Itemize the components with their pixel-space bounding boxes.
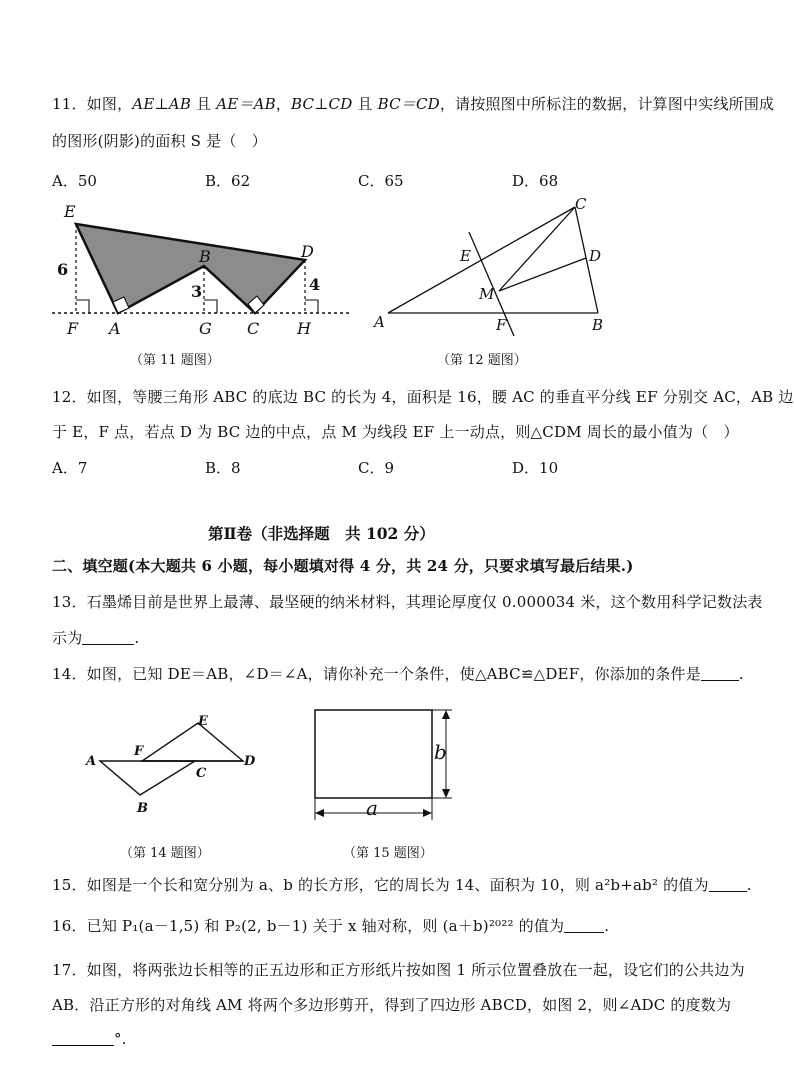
fig15-label-b: b xyxy=(434,740,447,764)
fig11-length-6: 6 xyxy=(57,260,69,279)
q11-separator: ， xyxy=(275,95,292,113)
fig14-label-f: F xyxy=(134,744,144,759)
fig15-label-a: a xyxy=(366,796,378,820)
q11-relation-bc-cd-perp: BC⊥CD xyxy=(291,95,353,113)
fig15-rectangle xyxy=(315,710,432,798)
q17-line3-end: °. xyxy=(114,1030,127,1048)
section-2-title: 第Ⅱ卷（非选择题 共 102 分） xyxy=(208,524,435,543)
q15-end: . xyxy=(746,876,752,894)
q12-line2: 于 E，F 点，若点 D 为 BC 边的中点，点 M 为线段 EF 上一动点，则△CDM 周长的最小值为（ ） xyxy=(52,423,739,441)
fig11-label-g: G xyxy=(199,319,212,338)
q11-option-a[interactable]: A．50 xyxy=(52,172,97,190)
fig11-length-3: 3 xyxy=(191,282,203,301)
q16-answer-blank[interactable] xyxy=(564,918,604,933)
q11-relation-ae-eq-ab: AE＝AB xyxy=(216,95,276,113)
q13-line2-text: 示为 xyxy=(52,629,83,647)
fig14-caption: （第 14 题图） xyxy=(120,846,210,861)
q17-line3 xyxy=(52,1030,127,1048)
q14-end: . xyxy=(738,665,744,683)
section-2-heading: 二、填空题(本大题共 6 小题，每小题填对得 4 分，共 24 分，只要求填写最后结果.) xyxy=(52,557,634,575)
q14-text: 14．如图，已知 DE＝AB，∠D＝∠A，请你补充一个条件，使△ABC≌△DEF，你添加的条件是 xyxy=(52,665,701,683)
q13-line1: 13．石墨烯目前是世界上最薄、最坚硬的纳米材料，其理论厚度仅 0.000034 米，这个数用科学记数法表 xyxy=(52,593,763,611)
q11-line2: 的图形(阴影)的面积 S 是（ ） xyxy=(52,132,267,150)
fig14-label-e: E xyxy=(198,714,208,729)
q12-option-d[interactable]: D．10 xyxy=(512,459,559,477)
fig12-label-c: C xyxy=(575,195,587,213)
fig15-caption: （第 15 题图） xyxy=(343,846,433,861)
q16-line xyxy=(52,915,609,936)
fig11-label-h: H xyxy=(297,319,311,338)
fig11-label-e: E xyxy=(64,202,76,221)
fig15-arrow-b-up xyxy=(442,710,450,719)
fig15-arrow-a-left xyxy=(315,809,324,817)
q11-option-d[interactable]: D．68 xyxy=(512,172,559,190)
q15-line xyxy=(52,874,752,895)
fig11-label-f: F xyxy=(67,319,79,338)
fig12-caption: （第 12 题图） xyxy=(437,353,527,368)
fig11-label-d: D xyxy=(301,242,314,261)
q12-option-b[interactable]: B．8 xyxy=(205,459,241,477)
q12-option-a[interactable]: A．7 xyxy=(52,459,88,477)
q13-line2-end: . xyxy=(134,629,140,647)
fig14-label-a: A xyxy=(86,754,97,769)
q11-relation-ae-ab-perp: AE⊥AB xyxy=(132,95,192,113)
q15-text: 15．如图是一个长和宽分别为 a、b 的长方形，它的周长为 14、面积为 10，则 a²b+ab² 的值为 xyxy=(52,876,709,894)
q12-option-c[interactable]: C．9 xyxy=(358,459,395,477)
fig14-label-d: D xyxy=(244,754,256,769)
fig14-label-c: C xyxy=(196,766,207,781)
fig12-label-b: B xyxy=(592,316,604,334)
fig12-label-a: A xyxy=(374,313,385,331)
fig14-label-b: B xyxy=(137,801,148,816)
fig12-label-e: E xyxy=(460,247,471,265)
q12-line1: 12．如图，等腰三角形 ABC 的底边 BC 的长为 4，面积是 16，腰 AC 的垂直平分线 EF 分别交 AC，AB 边 xyxy=(52,388,794,406)
q11-and-1: 且 xyxy=(191,95,217,113)
fig15-arrow-b-down xyxy=(442,789,450,798)
q16-end: . xyxy=(604,917,610,935)
fig11-label-c: C xyxy=(247,319,260,338)
fig12-label-f: F xyxy=(496,316,507,334)
q17-answer-blank[interactable] xyxy=(52,1031,114,1046)
fig11-length-4: 4 xyxy=(309,275,321,294)
q11-number: 11．如图， xyxy=(52,95,133,113)
q17-line1: 17．如图，将两张边长相等的正五边形和正方形纸片按如图 1 所示位置叠放在一起，设它们的公共边为 xyxy=(52,961,745,979)
q11-option-c[interactable]: C．65 xyxy=(358,172,404,190)
fig11-caption: （第 11 题图） xyxy=(130,353,220,368)
q11-and-2: 且 xyxy=(352,95,378,113)
fig11-label-a: A xyxy=(109,319,121,338)
fig15-arrow-a-right xyxy=(423,809,432,817)
q11-rest: ，请按照图中所标注的数据，计算图中实线所围成 xyxy=(439,95,775,113)
fig11-label-b: B xyxy=(199,247,211,266)
fig12-label-m: M xyxy=(479,285,495,303)
fig12-label-d: D xyxy=(589,247,602,265)
q11-relation-bc-eq-cd: BC＝CD xyxy=(377,95,440,113)
q17-line2: AB．沿正方形的对角线 AM 将两个多边形剪开，得到了四边形 ABCD，如图 2，则∠ADC 的度数为 xyxy=(52,996,732,1014)
q11-option-b[interactable]: B．62 xyxy=(205,172,251,190)
q16-text: 16．已知 P₁(a－1,5) 和 P₂(2, b－1) 关于 x 轴对称，则 (a＋b)²⁰²² 的值为 xyxy=(52,917,565,935)
q15-answer-blank[interactable] xyxy=(709,877,747,892)
